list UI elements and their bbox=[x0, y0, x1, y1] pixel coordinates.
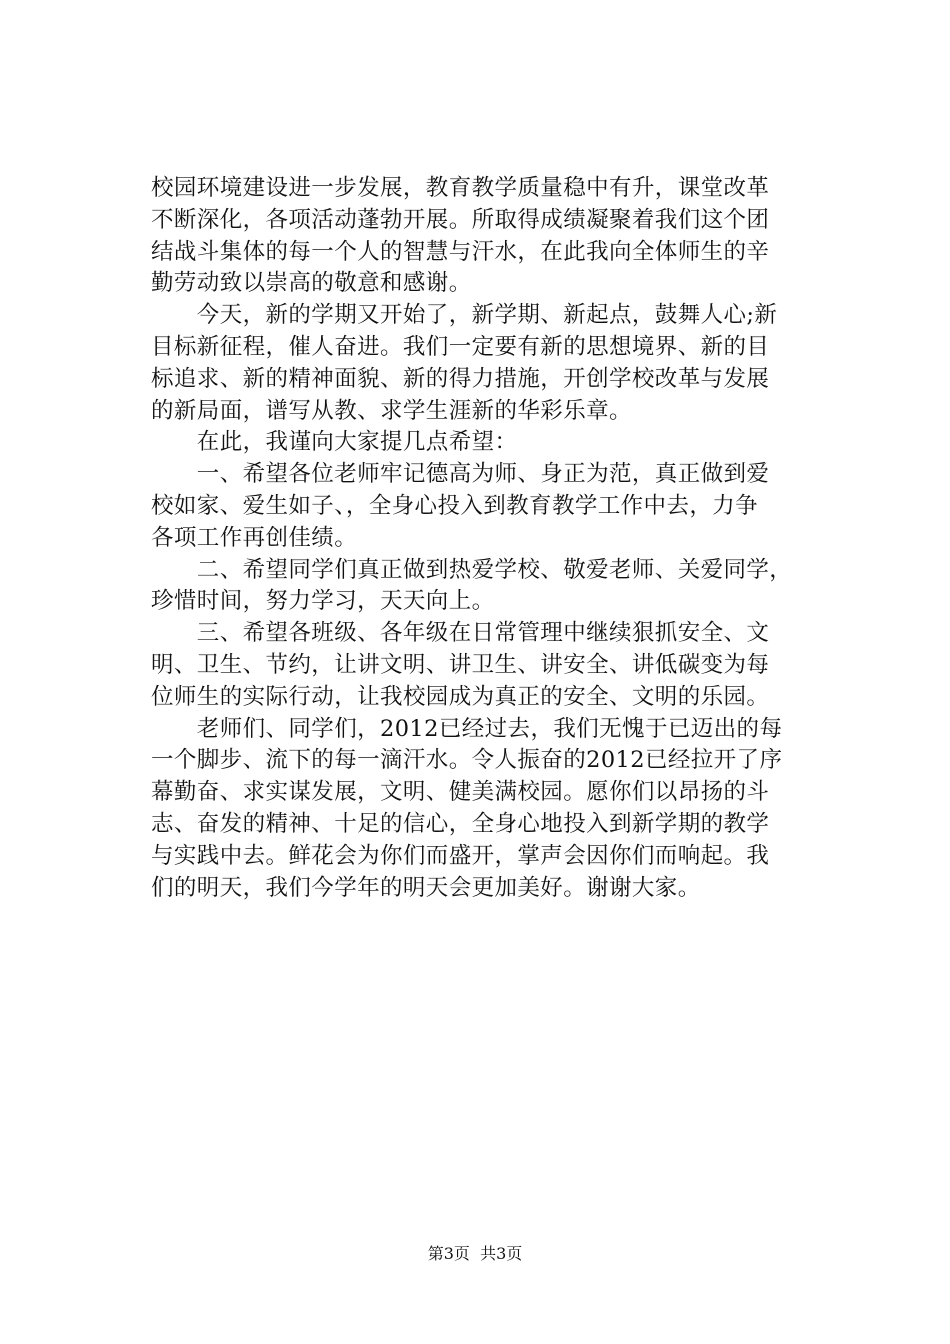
text-line-23: 们的明天，我们今学年的明天会更加美好。谢谢大家。 bbox=[151, 874, 701, 901]
text-line-7: 标追求、新的精神面貌、新的得力措施，开创学校改革与发展 bbox=[151, 365, 770, 392]
text-line-5: 今天，新的学期又开始了，新学期、新起点，鼓舞人心;新 bbox=[151, 302, 778, 329]
text-line-20: 幕勤奋、求实谋发展，文明、健美满校园。愿你们以昂扬的斗 bbox=[151, 779, 770, 806]
text-line-18: 老师们、同学们，2012已经过去，我们无愧于已迈出的每 bbox=[151, 715, 783, 742]
text-line-4: 勤劳动致以崇高的敬意和感谢。 bbox=[151, 270, 472, 297]
text-line-10: 一、希望各位老师牢记德高为师、身正为范，真正做到爱 bbox=[151, 461, 770, 488]
text-line-12: 各项工作再创佳绩。 bbox=[151, 524, 358, 551]
text-line-3: 结战斗集体的每一个人的智慧与汗水，在此我向全体师生的辛 bbox=[151, 238, 770, 265]
text-line-21: 志、奋发的精神、十足的信心，全身心地投入到新学期的教学 bbox=[151, 810, 770, 837]
text-line-17: 位师生的实际行动，让我校园成为真正的安全、文明的乐园。 bbox=[151, 683, 770, 710]
text-line-11: 校如家、爱生如子、，全身心投入到教育教学工作中去，力争 bbox=[151, 492, 759, 519]
text-line-16: 明、卫生、节约，让讲文明、讲卫生、讲安全、讲低碳变为每 bbox=[151, 651, 770, 678]
text-line-22: 与实践中去。鲜花会为你们而盛开，掌声会因你们而响起。我 bbox=[151, 842, 770, 869]
text-line-15: 三、希望各班级、各年级在日常管理中继续狠抓安全、文 bbox=[151, 620, 770, 647]
page-footer bbox=[0, 1244, 950, 1264]
text-line-2: 不断深化，各项活动蓬勃开展。所取得成绩凝聚着我们这个团 bbox=[151, 206, 770, 233]
text-line-13: 二、希望同学们真正做到热爱学校、敬爱老师、关爱同学， bbox=[151, 556, 793, 583]
text-line-9: 在此，我谨向大家提几点希望： bbox=[151, 429, 518, 456]
text-line-14: 珍惜时间，努力学习，天天向上。 bbox=[151, 588, 495, 615]
page-number: 第3页 共3页 bbox=[427, 1244, 523, 1263]
text-line-8: 的新局面，谱写从教、求学生涯新的华彩乐章。 bbox=[151, 397, 632, 424]
text-line-1: 校园环境建设进一步发展，教育教学质量稳中有升，课堂改革 bbox=[151, 175, 770, 201]
document-body bbox=[151, 173, 831, 904]
text-line-19: 一个脚步、流下的每一滴汗水。令人振奋的2012已经拉开了序 bbox=[151, 747, 783, 774]
text-line-6: 目标新征程，催人奋进。我们一定要有新的思想境界、新的目 bbox=[151, 333, 770, 360]
